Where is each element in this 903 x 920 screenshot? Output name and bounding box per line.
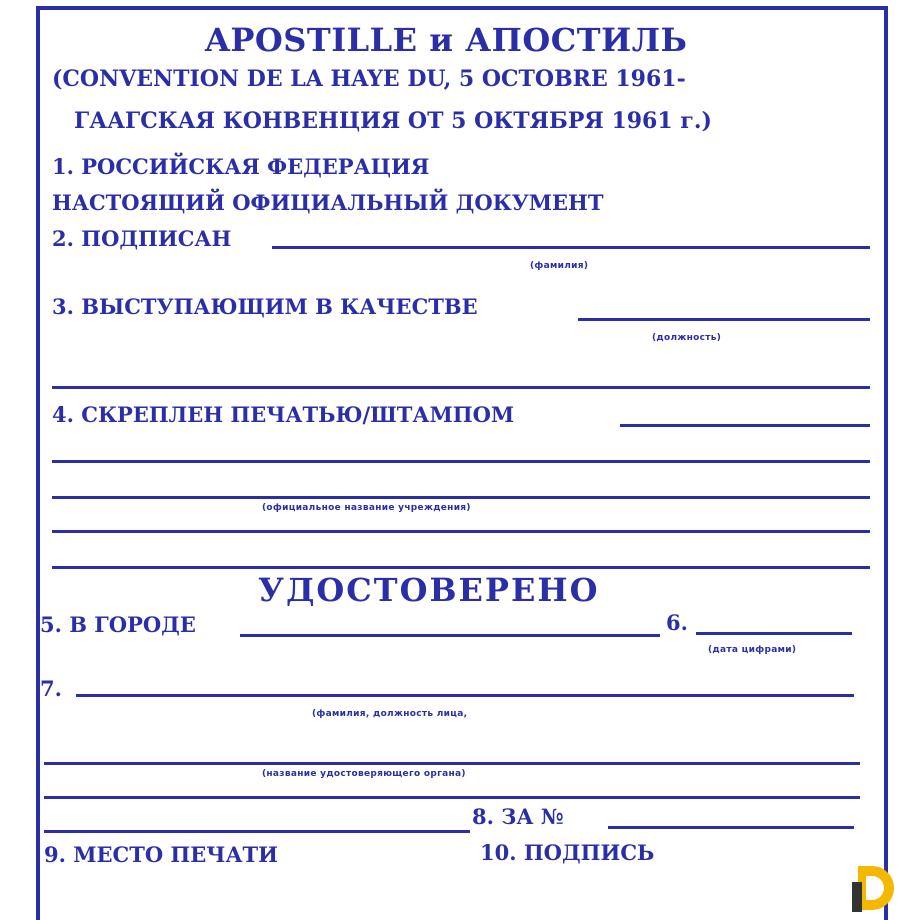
acting-as-line <box>578 318 870 321</box>
city-line <box>240 634 660 637</box>
acting-as-line-2 <box>52 386 870 389</box>
signed-by-line <box>272 246 870 249</box>
sealed-by-line <box>620 424 870 427</box>
document-line: НАСТОЯЩИЙ ОФИЦИАЛЬНЫЙ ДОКУМЕНТ <box>52 190 604 215</box>
sealed-by-line-2 <box>52 460 870 463</box>
signed-by-caption: (фамилия) <box>530 261 589 271</box>
date-line <box>696 632 852 635</box>
authority-caption: (название удостоверяющего органа) <box>262 769 466 779</box>
official-caption: (фамилия, должность лица, <box>312 709 468 719</box>
official-label: 7. <box>40 676 62 701</box>
sealed-by-line-5 <box>52 566 870 569</box>
sealed-by-line-4 <box>52 530 870 533</box>
date-caption: (дата цифрами) <box>708 645 797 655</box>
signed-by-label: 2. ПОДПИСАН <box>52 226 232 251</box>
seal-place-label: 9. МЕСТО ПЕЧАТИ <box>44 842 279 867</box>
stamp-border <box>36 6 888 920</box>
acting-as-caption: (должность) <box>652 333 722 343</box>
convention-french: (CONVENTION DE LA HAYE DU, 5 OCTOBRE 1961- <box>52 66 686 92</box>
city-label: 5. В ГОРОДЕ <box>40 612 196 637</box>
official-line <box>76 694 854 697</box>
d-logo-icon <box>848 862 896 914</box>
convention-russian: ГААГСКАЯ КОНВЕНЦИЯ ОТ 5 ОКТЯБРЯ 1961 г.) <box>74 108 712 134</box>
number-line <box>608 826 854 829</box>
certified-heading: УДОСТОВЕРЕНО <box>258 571 600 609</box>
document-title: APOSTILLE и АПОСТИЛЬ <box>205 21 688 59</box>
date-label: 6. <box>666 610 688 635</box>
official-line-2 <box>44 762 860 765</box>
sealed-by-line-3 <box>52 496 870 499</box>
number-left-line <box>44 830 470 833</box>
institution-caption: (официальное название учреждения) <box>262 503 471 513</box>
sealed-by-label: 4. СКРЕПЛЕН ПЕЧАТЬЮ/ШТАМПОМ <box>52 402 515 427</box>
authority-line <box>44 796 860 799</box>
acting-as-label: 3. ВЫСТУПАЮЩИМ В КАЧЕСТВЕ <box>52 294 478 319</box>
country-line: 1. РОССИЙСКАЯ ФЕДЕРАЦИЯ <box>52 154 430 179</box>
signature-label: 10. ПОДПИСЬ <box>480 840 655 865</box>
number-label: 8. ЗА № <box>472 804 564 829</box>
